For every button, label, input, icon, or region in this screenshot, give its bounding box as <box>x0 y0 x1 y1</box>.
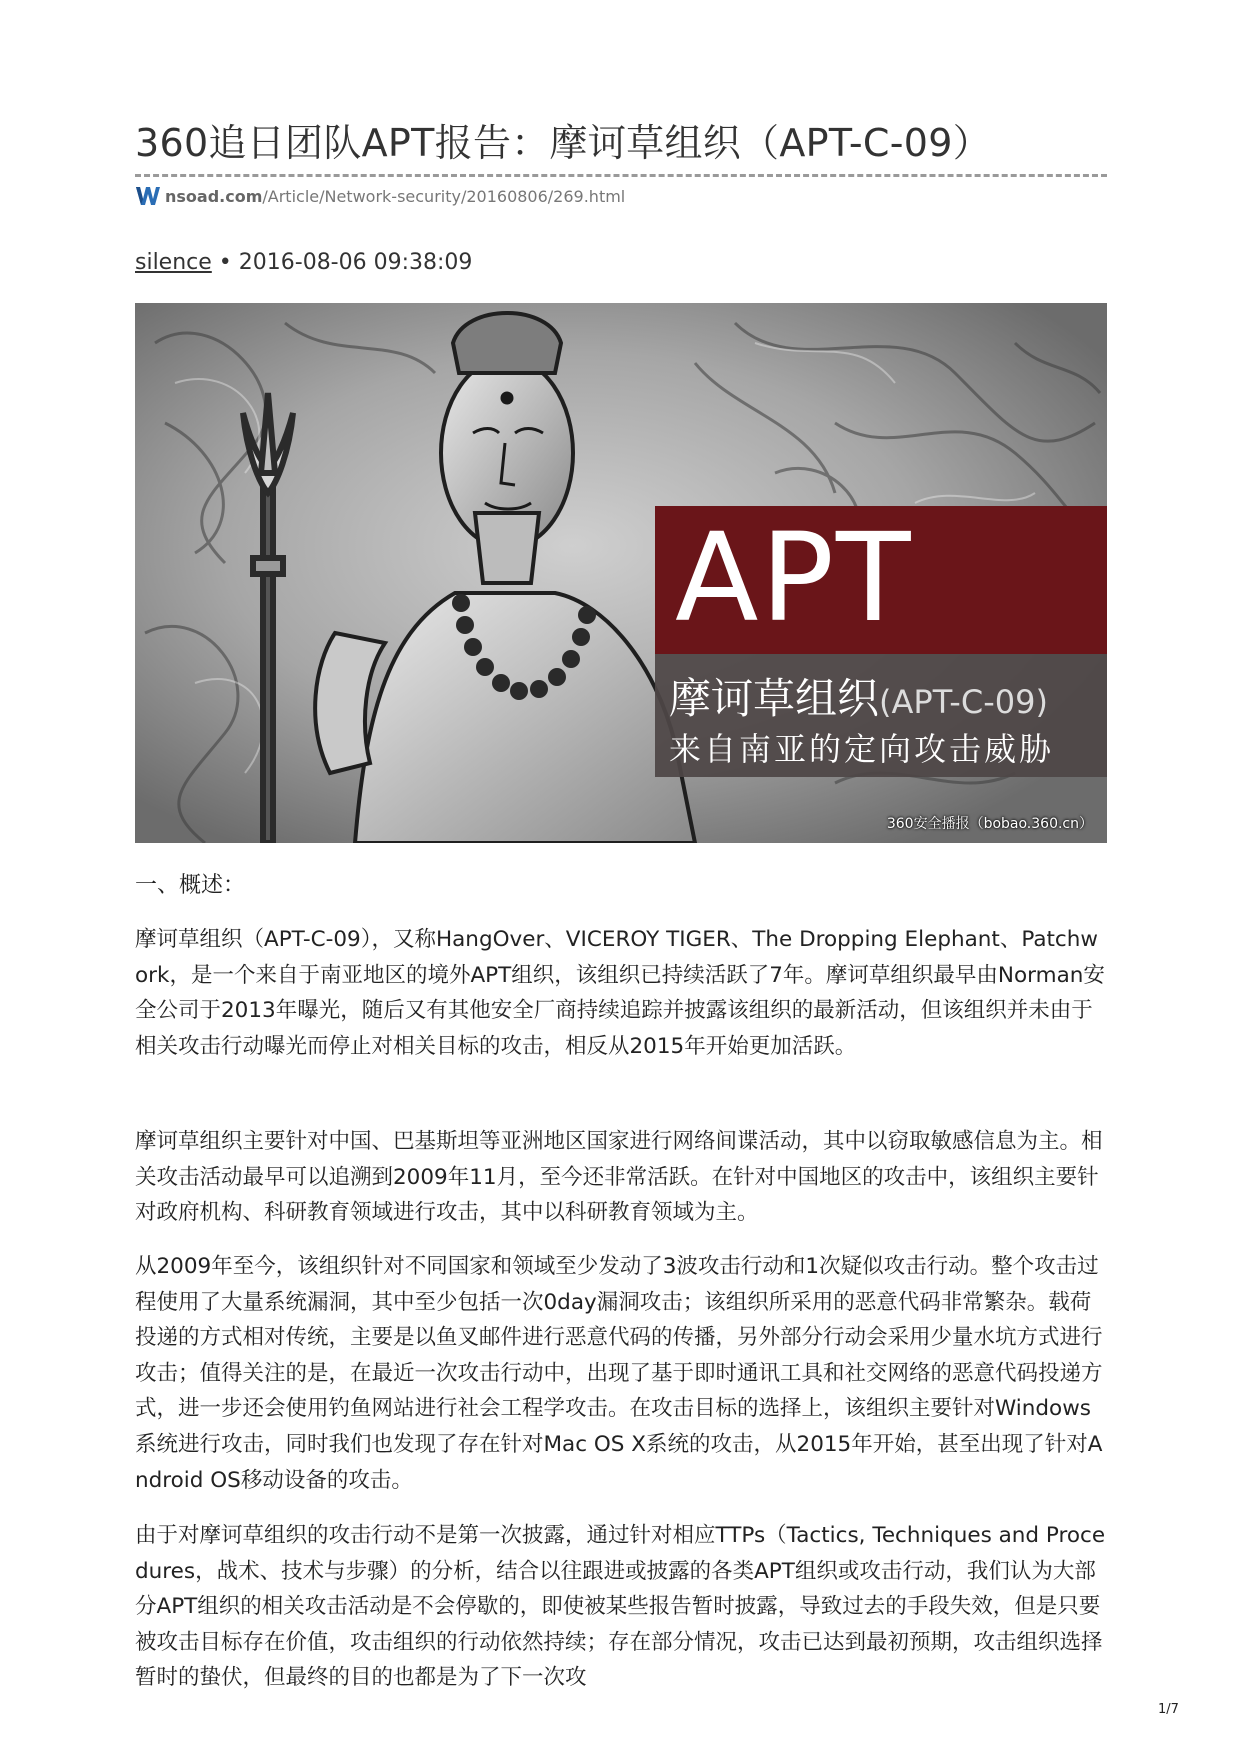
group-code: (APT-C-09) <box>879 683 1048 721</box>
publish-datetime: 2016-08-06 09:38:09 <box>238 250 473 275</box>
source-link[interactable] <box>135 184 625 208</box>
paragraph-1: 摩诃草组织（APT-C-09），又称HangOver、VICEROY TIGER、The Dropping Elephant、Patchwork，是一个来自于南亚地区的境外APT组织，该组织已持续活跃了7年。摩诃草组织最早由Norman安全公司于2013年曝光，随后又有其他安全厂商持续追踪并披露该组织的最新活动，但该组织并未由于相关攻击行动曝光而停止对相关目标的攻击，相反从2015年开始更加活跃。 <box>135 927 1105 1059</box>
group-name: 摩诃草组织 <box>669 674 880 723</box>
byline-separator: • <box>211 250 239 275</box>
section-heading: 一、概述： <box>135 873 246 898</box>
paragraph-2: 摩诃草组织主要针对中国、巴基斯坦等亚洲地区国家进行网络间谍活动，其中以窃取敏感信息为主。相关攻击活动最早可以追溯到2009年11月，至今还非常活跃。在针对中国地区的攻击中，该组织主要针对政府机构、科研教育领域进行攻击，其中以科研教育领域为主。 <box>135 1129 1103 1226</box>
group-subtitle-box <box>655 654 1107 777</box>
source-path[interactable]: /Article/Network-security/20160806/269.html <box>262 186 626 206</box>
page-number: 1/7 <box>1158 1702 1179 1717</box>
site-logo-icon <box>135 184 161 208</box>
source-domain[interactable]: nsoad.com <box>165 186 263 206</box>
apt-headline-box <box>655 506 1107 654</box>
group-title <box>669 666 1048 726</box>
title-divider <box>135 174 1107 177</box>
article-title: 360追日团队APT报告：摩诃草组织（APT-C-09） <box>135 121 991 165</box>
banner-watermark: 360安全播报（bobao.360.cn） <box>886 816 1093 832</box>
group-subtitle: 来自南亚的定向攻击威胁 <box>669 730 1055 768</box>
paragraph-3: 从2009年至今，该组织针对不同国家和领域至少发动了3波攻击行动和1次疑似攻击行动。整个攻击过程使用了大量系统漏洞，其中至少包括一次0day漏洞攻击；该组织所采用的恶意代码非常繁杂。载荷投递的方式相对传统，主要是以鱼叉邮件进行恶意代码的传播，另外部分行动会采用少量水坑方式进行攻击；值得关注的是，在最近一次攻击行动中，出现了基于即时通讯工具和社交网络的恶意代码投递方式，进一步还会使用钓鱼网站进行社会工程学攻击。在攻击目标的选择上，该组织主要针对Windows系统进行攻击，同时我们也发现了存在针对Mac OS X系统的攻击，从2015年开始，甚至出现了针对Android OS移动设备的攻击。 <box>135 1254 1103 1493</box>
author-link[interactable]: silence <box>135 250 212 275</box>
paragraph-4: 由于对摩诃草组织的攻击行动不是第一次披露，通过针对相应TTPs（Tactics, Techniques and Procedures，战术、技术与步骤）的分析，结合以往跟进或披露的各类APT组织或攻击行动，我们认为大部分APT组织的相关攻击活动是不会停歇的，即使被某些报告暂时披露，导致过去的手段失效，但是只要被攻击目标存在价值，攻击组织的行动依然持续；存在部分情况，攻击已达到最初预期，攻击组织选择暂时的蛰伏，但最终的目的也都是为了下一次攻 <box>135 1523 1106 1691</box>
apt-headline: APT <box>675 507 913 649</box>
banner-image <box>135 303 1107 843</box>
byline <box>135 250 472 275</box>
